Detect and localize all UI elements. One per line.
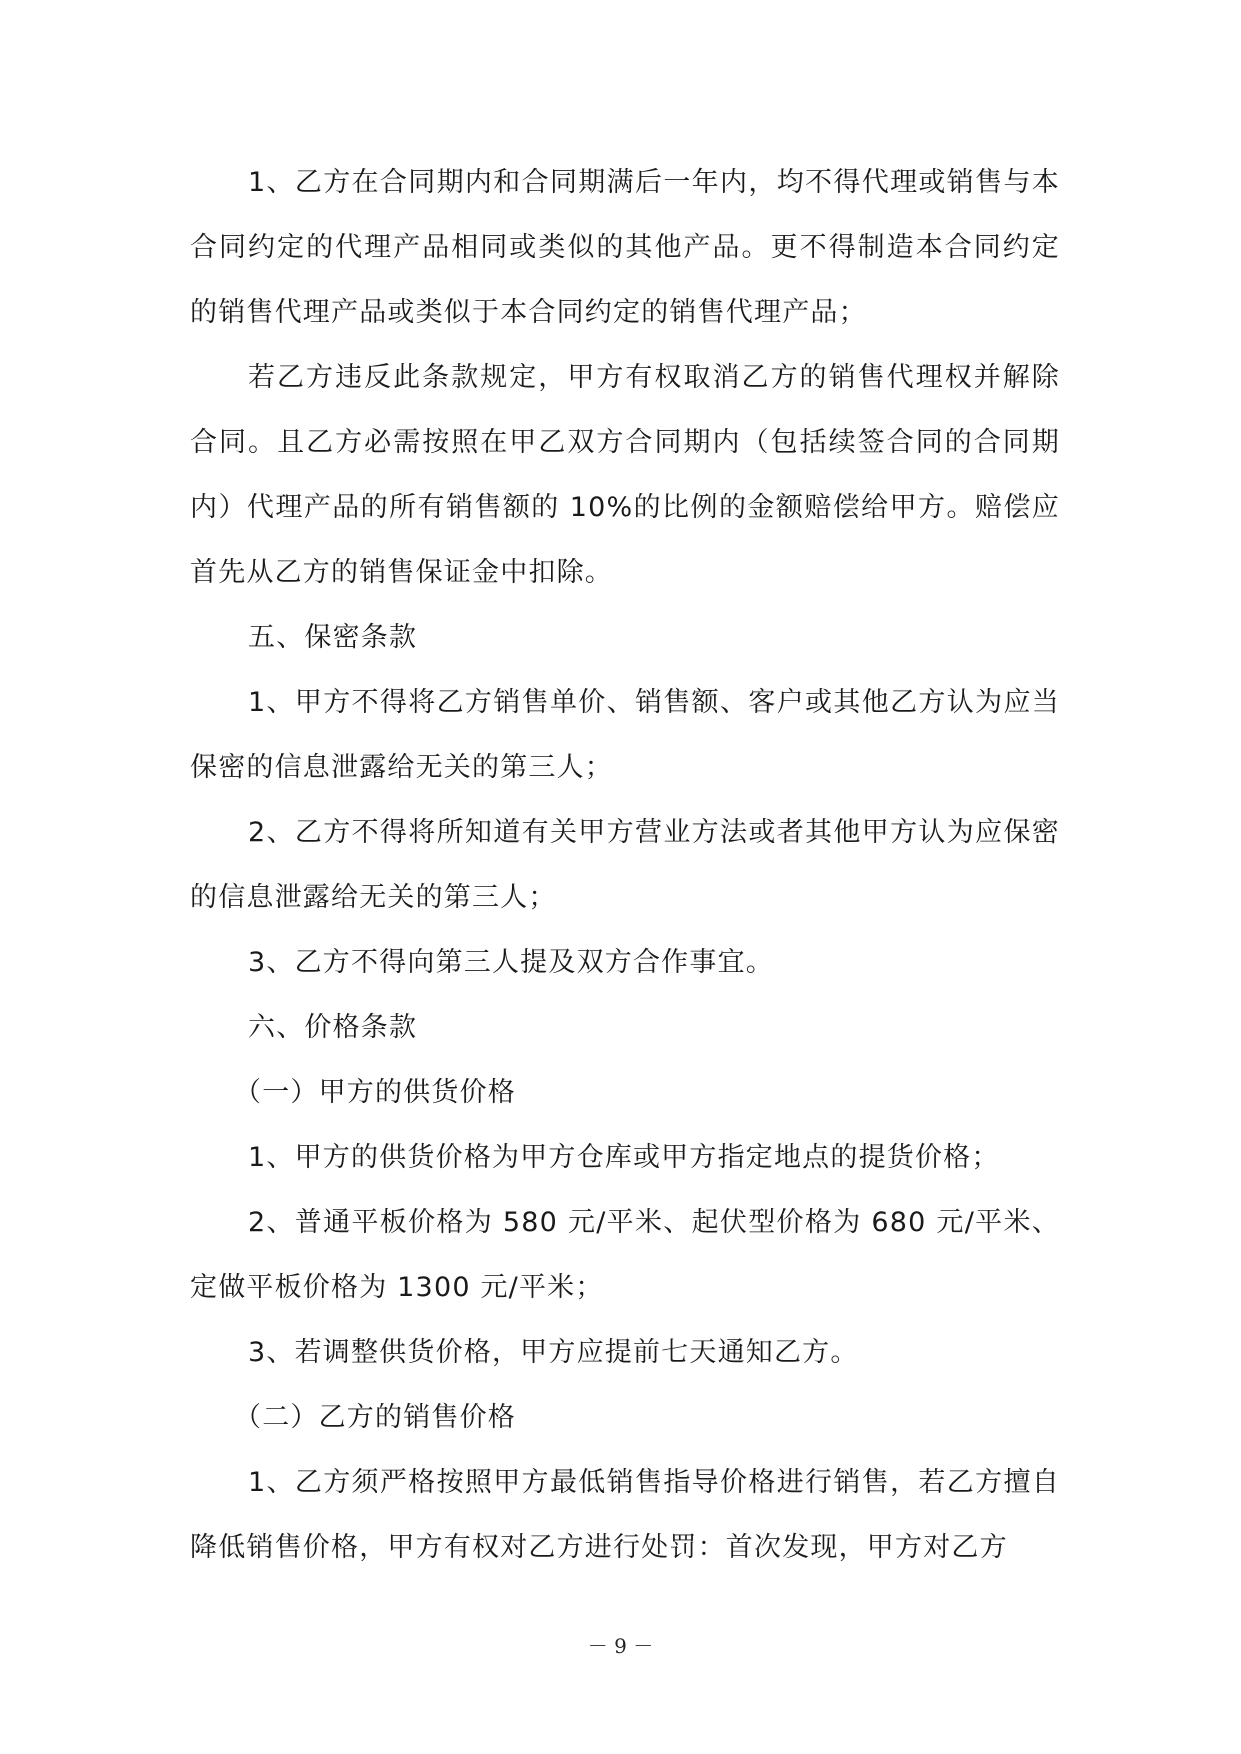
subsection-heading-supply-price: （一）甲方的供货价格 [234,1077,516,1108]
subsection-heading-sales-price: （二）乙方的销售价格 [234,1402,516,1433]
page-number: － 9 － [587,1634,654,1658]
document-body [190,150,1060,1580]
paragraph-sales-price-1: 1、乙方须严格按照甲方最低销售指导价格进行销售，若乙方擅自降低销售价格，甲方有权对乙方进行处罚：首次发现，甲方对乙方 [190,1467,1060,1563]
paragraph-breach-penalty: 若乙方违反此条款规定，甲方有权取消乙方的销售代理权并解除合同。且乙方必需按照在甲乙双方合同期内（包括续签合同的合同期内）代理产品的所有销售额的 10%的比例的金额赔偿给甲方。赔偿应首先从乙方的销售保证金中扣除。 [190,362,1060,588]
section-heading-confidentiality: 五、保密条款 [248,622,418,653]
paragraph-supply-price-2: 2、普通平板价格为 580 元/平米、起伏型价格为 680 元/平米、定做平板价格为 1300 元/平米； [190,1207,1060,1303]
paragraph-confidentiality-3: 3、乙方不得向第三人提及双方合作事宜。 [248,947,774,978]
paragraph-supply-price-1: 1、甲方的供货价格为甲方仓库或甲方指定地点的提货价格； [248,1142,1000,1173]
section-heading-pricing: 六、价格条款 [248,1012,418,1043]
paragraph-confidentiality-1: 1、甲方不得将乙方销售单价、销售额、客户或其他乙方认为应当保密的信息泄露给无关的第三人； [190,687,1060,783]
paragraph-confidentiality-2: 2、乙方不得将所知道有关甲方营业方法或者其他甲方认为应保密的信息泄露给无关的第三人； [190,817,1060,913]
paragraph-supply-price-3: 3、若调整供货价格，甲方应提前七天通知乙方。 [248,1337,859,1368]
paragraph-clause-4-1: 1、乙方在合同期内和合同期满后一年内，均不得代理或销售与本合同约定的代理产品相同或类似的其他产品。更不得制造本合同约定的销售代理产品或类似于本合同约定的销售代理产品； [190,167,1060,328]
